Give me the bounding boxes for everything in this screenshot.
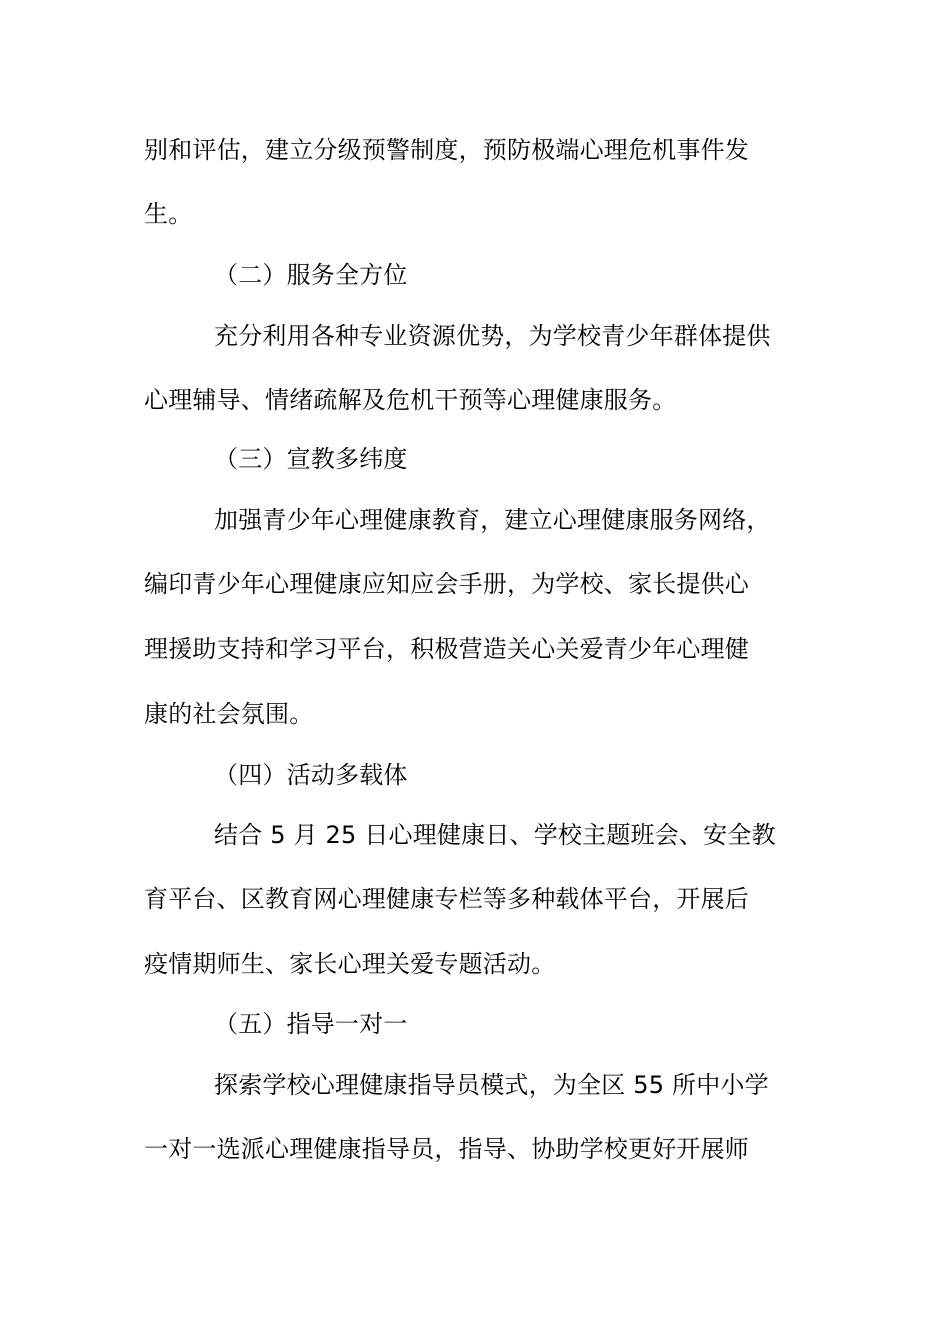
section-heading: （五）指导一对一 (214, 1010, 408, 1038)
body-text-line: 编印青少年心理健康应知应会手册，为学校、家长提供心 (144, 570, 749, 598)
section-heading: （三）宣教多纬度 (214, 445, 408, 473)
body-text-line: 一对一选派心理健康指导员，指导、协助学校更好开展师 (144, 1135, 749, 1163)
section-heading: （二）服务全方位 (214, 261, 408, 289)
body-text-line: 康的社会氛围。 (144, 700, 314, 728)
body-text-line: 别和评估，建立分级预警制度，预防极端心理危机事件发 (144, 136, 749, 164)
paragraph-first-line: 充分利用各种专业资源优势，为学校青少年群体提供 (214, 322, 771, 350)
body-text-line: 育平台、区教育网心理健康专栏等多种载体平台，开展后 (144, 885, 749, 913)
section-heading: （四）活动多载体 (214, 761, 408, 789)
body-text-line: 生。 (144, 200, 193, 228)
body-text-line: 理援助支持和学习平台，积极营造关心关爱青少年心理健 (144, 635, 749, 663)
body-text-line: 疫情期师生、家长心理关爱专题活动。 (144, 950, 556, 978)
body-text-line: 心理辅导、情绪疏解及危机干预等心理健康服务。 (144, 386, 677, 414)
paragraph-first-line: 结合 5 月 25 日心理健康日、学校主题班会、安全教 (214, 821, 776, 849)
paragraph-first-line: 加强青少年心理健康教育，建立心理健康服务网络， (214, 506, 771, 534)
paragraph-first-line: 探索学校心理健康指导员模式，为全区 55 所中小学 (214, 1071, 769, 1099)
